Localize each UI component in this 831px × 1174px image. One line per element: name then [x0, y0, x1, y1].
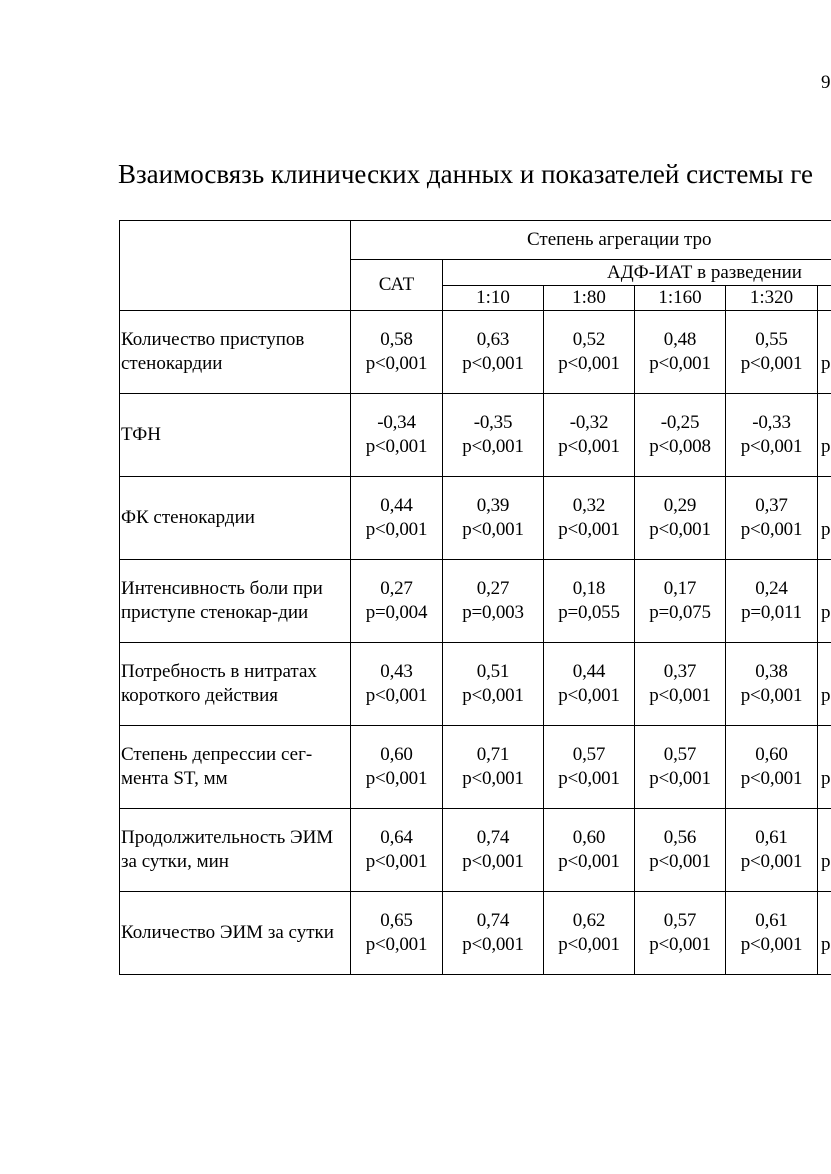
value-cell [544, 311, 635, 394]
p-value: p<0,001 [365, 436, 428, 457]
correlation-value: -0,32 [569, 412, 609, 433]
correlation-value: 0,56 [663, 827, 697, 848]
page-number: 9 [821, 72, 831, 93]
correlation-value: 0,63 [476, 329, 510, 350]
value-cell [635, 311, 726, 394]
p-value: p<0,001 [740, 436, 803, 457]
value-cell [544, 809, 635, 892]
p-value: p<0,001 [365, 768, 428, 789]
table-row [120, 726, 831, 809]
row-label: Степень депрессии сег-мента ST, мм [120, 726, 351, 809]
correlation-value: 0,61 [755, 910, 788, 931]
p-value: p<0,001 [365, 519, 428, 540]
p-value: p<0,001 [462, 685, 524, 706]
value-cell [635, 560, 726, 643]
p-value: p<0,001 [740, 768, 803, 789]
correlation-value: 0,57 [663, 910, 697, 931]
value-cell [443, 477, 544, 560]
correlation-value: 0,60 [572, 827, 606, 848]
correlation-value: 0,51 [476, 661, 510, 682]
p-value: p<0,001 [558, 934, 620, 955]
correlation-value: 0,38 [755, 661, 788, 682]
value-cell [635, 892, 726, 975]
row-label: Количество ЭИМ за сутки [120, 892, 351, 975]
correlation-value: 0,48 [663, 329, 697, 350]
correlation-value: -0,33 [752, 412, 791, 433]
row-label: ФК стенокардии [120, 477, 351, 560]
value-cell [351, 726, 443, 809]
group-header-label: Степень агрегации тро [527, 229, 712, 250]
value-cell [635, 726, 726, 809]
p-value: p<0,001 [558, 851, 620, 872]
cut-off-fragment: p [821, 602, 831, 623]
p-value: p<0,001 [740, 934, 803, 955]
cut-off-blank [821, 909, 831, 933]
p-value: p<0,001 [462, 934, 524, 955]
p-value: p<0,001 [462, 768, 524, 789]
value-cell [443, 394, 544, 477]
value-cell [351, 477, 443, 560]
value-cell [351, 643, 443, 726]
dilution-header-cut [818, 286, 831, 311]
cut-off-cell [818, 809, 831, 892]
table-row [120, 394, 831, 477]
value-cell [635, 643, 726, 726]
p-value: p<0,001 [365, 685, 428, 706]
value-cell [726, 726, 818, 809]
p-value: p<0,001 [462, 519, 524, 540]
cut-off-fragment: p [821, 353, 831, 374]
table-row [120, 809, 831, 892]
p-value: p=0,075 [649, 602, 711, 623]
correlation-value: 0,29 [663, 495, 697, 516]
value-cell [635, 477, 726, 560]
correlation-value: 0,61 [755, 827, 788, 848]
p-value: p<0,008 [649, 436, 711, 457]
cut-off-cell [818, 643, 831, 726]
value-cell [635, 809, 726, 892]
value-cell [544, 726, 635, 809]
value-cell [443, 311, 544, 394]
p-value: p=0,055 [558, 602, 620, 623]
table-row [120, 560, 831, 643]
p-value: p<0,001 [558, 353, 620, 374]
p-value: p=0,003 [462, 602, 524, 623]
p-value: p<0,001 [649, 768, 711, 789]
dilution-header: 1:320 [726, 286, 818, 311]
value-cell [726, 892, 818, 975]
correlation-value: 0,44 [572, 661, 606, 682]
value-cell [726, 643, 818, 726]
correlation-value: 0,71 [476, 744, 510, 765]
correlation-table [119, 220, 831, 975]
value-cell [443, 809, 544, 892]
cut-off-blank [821, 660, 831, 684]
p-value: p<0,001 [558, 519, 620, 540]
row-label: Количество приступов стенокардии [120, 311, 351, 394]
table-row [120, 892, 831, 975]
correlation-value: 0,60 [380, 744, 413, 765]
p-value: p<0,001 [365, 934, 428, 955]
cut-off-fragment: p [821, 934, 831, 955]
p-value: p<0,001 [365, 353, 428, 374]
correlation-value: 0,37 [663, 661, 697, 682]
correlation-value: -0,25 [660, 412, 700, 433]
correlation-value: 0,65 [380, 910, 413, 931]
p-value: p<0,001 [740, 519, 803, 540]
table-row [120, 311, 831, 394]
dilution-header: 1:80 [544, 286, 635, 311]
correlation-value: 0,62 [572, 910, 606, 931]
cut-off-blank [821, 826, 831, 850]
correlation-value: 0,64 [380, 827, 413, 848]
correlation-value: 0,58 [380, 329, 413, 350]
correlation-value: 0,55 [755, 329, 788, 350]
value-cell [351, 892, 443, 975]
row-label: Продолжительность ЭИМ за сутки, мин [120, 809, 351, 892]
cut-off-blank [821, 577, 831, 601]
cut-off-cell [818, 311, 831, 394]
correlation-value: 0,60 [755, 744, 788, 765]
correlation-value: 0,37 [755, 495, 788, 516]
cut-off-fragment: p [821, 685, 831, 706]
p-value: p<0,001 [740, 685, 803, 706]
p-value: p=0,011 [741, 602, 802, 623]
value-cell [544, 394, 635, 477]
cut-off-fragment: p [821, 519, 831, 540]
dilution-header: 1:160 [635, 286, 726, 311]
dilution-header: 1:10 [443, 286, 544, 311]
p-value: p<0,001 [558, 768, 620, 789]
correlation-value: 0,17 [663, 578, 697, 599]
correlation-value: -0,34 [377, 412, 416, 433]
row-label: Интенсивность боли при приступе стенокар-дии [120, 560, 351, 643]
p-value: p=0,004 [365, 602, 428, 623]
value-cell [544, 643, 635, 726]
value-cell [351, 809, 443, 892]
p-value: p<0,001 [462, 436, 524, 457]
correlation-value: 0,44 [380, 495, 413, 516]
table-title: Взаимосвязь клинических данных и показателей системы ге [118, 159, 813, 189]
p-value: p<0,001 [649, 934, 711, 955]
value-cell [544, 892, 635, 975]
p-value: p<0,001 [462, 353, 524, 374]
value-cell [351, 311, 443, 394]
p-value: p<0,001 [740, 353, 803, 374]
sat-header: САТ [351, 260, 443, 311]
value-cell [443, 892, 544, 975]
value-cell [726, 311, 818, 394]
p-value: p<0,001 [462, 851, 524, 872]
correlation-value: 0,57 [572, 744, 606, 765]
correlation-value: 0,18 [572, 578, 606, 599]
value-cell [544, 560, 635, 643]
correlation-value: 0,52 [572, 329, 606, 350]
p-value: p<0,001 [649, 519, 711, 540]
p-value: p<0,001 [365, 851, 428, 872]
cut-off-fragment: p [821, 436, 831, 457]
cut-off-cell [818, 726, 831, 809]
adf-header-label: АДФ-ИАТ в разведении [607, 261, 802, 283]
header-empty-corner [120, 221, 351, 311]
cut-off-cell [818, 477, 831, 560]
value-cell [635, 394, 726, 477]
correlation-value: 0,27 [476, 578, 510, 599]
value-cell [726, 809, 818, 892]
cut-off-fragment: p [821, 768, 831, 789]
value-cell [351, 394, 443, 477]
value-cell [443, 726, 544, 809]
row-label: ТФН [120, 394, 351, 477]
p-value: p<0,001 [558, 436, 620, 457]
correlation-value: 0,27 [380, 578, 413, 599]
adf-header [443, 260, 831, 286]
value-cell [726, 394, 818, 477]
correlation-value: 0,74 [476, 827, 510, 848]
row-label: Потребность в нитратах короткого действия [120, 643, 351, 726]
value-cell [443, 643, 544, 726]
cut-off-blank [821, 328, 831, 352]
value-cell [443, 560, 544, 643]
correlation-value: 0,57 [663, 744, 697, 765]
cut-off-cell [818, 560, 831, 643]
cut-off-cell [818, 394, 831, 477]
correlation-value: 0,39 [476, 495, 510, 516]
correlation-value: 0,74 [476, 910, 510, 931]
table-row [120, 477, 831, 560]
value-cell [726, 477, 818, 560]
p-value: p<0,001 [649, 685, 711, 706]
correlation-value: 0,43 [380, 661, 413, 682]
cut-off-blank [821, 743, 831, 767]
correlation-value: -0,35 [473, 412, 513, 433]
p-value: p<0,001 [740, 851, 803, 872]
p-value: p<0,001 [649, 851, 711, 872]
correlation-value: 0,32 [572, 495, 606, 516]
value-cell [544, 477, 635, 560]
table-row [120, 643, 831, 726]
p-value: p<0,001 [649, 353, 711, 374]
cut-off-blank [821, 411, 831, 435]
group-header [351, 221, 831, 260]
p-value: p<0,001 [558, 685, 620, 706]
value-cell [351, 560, 443, 643]
value-cell [726, 560, 818, 643]
cut-off-cell [818, 892, 831, 975]
correlation-value: 0,24 [755, 578, 788, 599]
cut-off-blank [821, 494, 831, 518]
cut-off-fragment: p [821, 851, 831, 872]
